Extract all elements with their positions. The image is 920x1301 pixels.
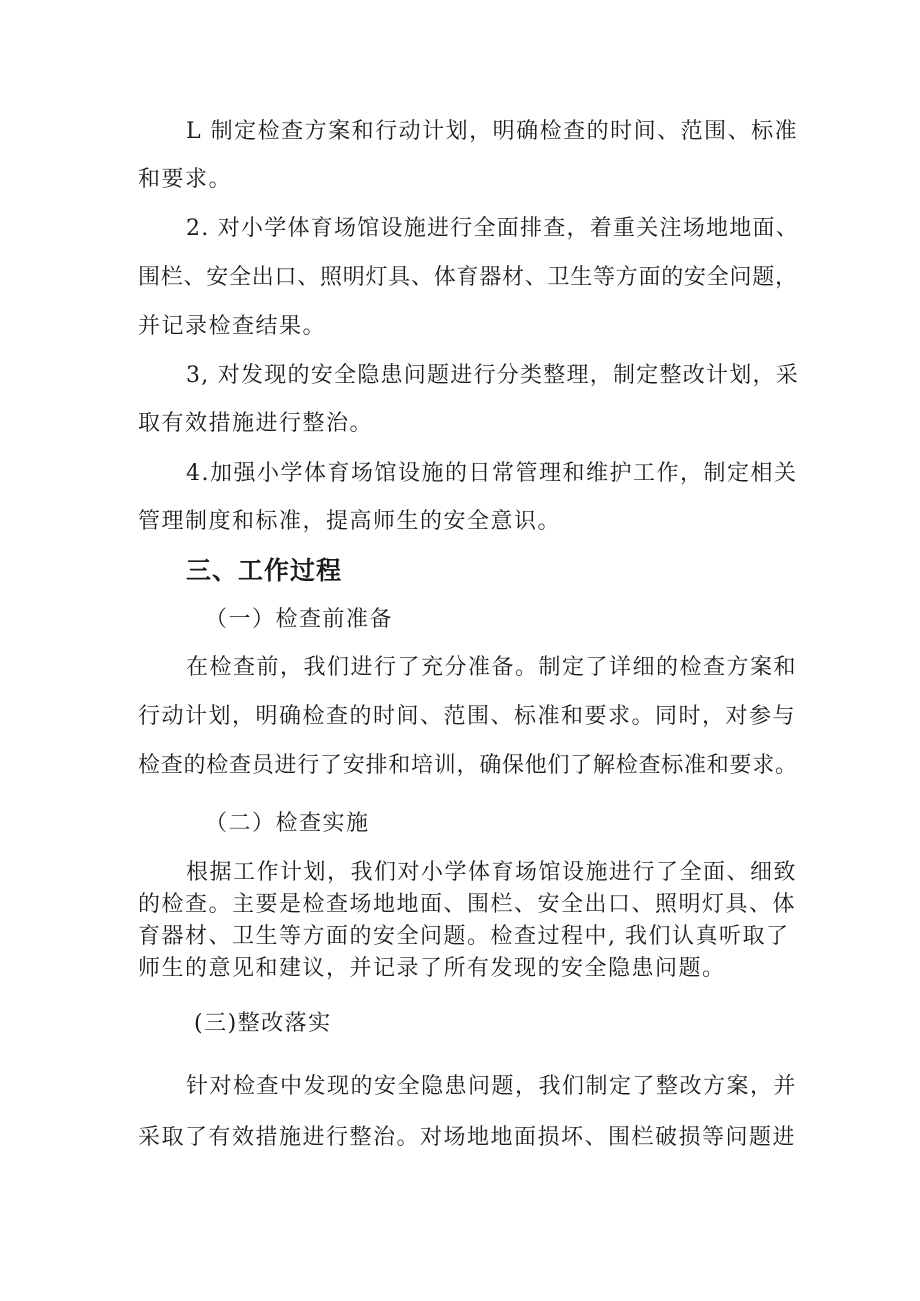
sub-1-line-1: 在检查前，我们进行了充分准备。制定了详细的检查方案和: [186, 655, 798, 680]
item-2-line-1: 2. 对小学体育场馆设施进行全面排查，着重关注场地地面、: [186, 216, 799, 241]
item-1-line-1: L 制定检查方案和行动计划，明确检查的时间、范围、标准: [186, 119, 799, 144]
sub-3-line-2: 采取了有效措施进行整治。对场地地面损坏、围栏破损等问题进: [138, 1125, 797, 1150]
sub-2-line-3: 育器材、卫生等方面的安全问题。检查过程中, 我们认真听取了: [138, 924, 790, 949]
item-4-line-2: 管理制度和标准，提高师生的安全意识。: [138, 509, 562, 534]
item-1-line-2: 和要求。: [138, 167, 233, 192]
sub-3-line-1: 针对检查中发现的安全隐患问题，我们制定了整改方案，并: [186, 1074, 798, 1099]
sub-1-line-3: 检查的检查员进行了安排和培训，确保他们了解检查标准和要求。: [138, 753, 798, 778]
sub-2-line-4: 师生的意见和建议，并记录了所有发现的安全隐患问题。: [138, 956, 726, 981]
sub-2-line-2: 的检查。主要是检查场地地面、围栏、安全出口、照明灯具、体: [138, 892, 797, 917]
item-4-line-1: 4.加强小学体育场馆设施的日常管理和维护工作，制定相关: [186, 461, 798, 486]
item-3-line-1: 3, 对发现的安全隐患问题进行分类整理，制定整改计划，采: [186, 363, 799, 388]
sub-1-title: （一）检查前准备: [205, 607, 394, 632]
sub-3-title: (三)整改落实: [194, 1011, 332, 1036]
sub-2-line-1: 根据工作计划，我们对小学体育场馆设施进行了全面、细致: [186, 860, 798, 885]
sub-2-title: （二）检查实施: [205, 811, 370, 836]
item-2-line-3: 并记录检查结果。: [138, 314, 327, 339]
item-2-line-2: 围栏、安全出口、照明灯具、体育器材、卫生等方面的安全问题，: [138, 265, 798, 290]
item-3-line-2: 取有效措施进行整治。: [138, 411, 374, 436]
sub-1-line-2: 行动计划，明确检查的时间、范围、标准和要求。同时，对参与: [138, 704, 797, 729]
section-heading: 三、工作过程: [186, 556, 343, 585]
